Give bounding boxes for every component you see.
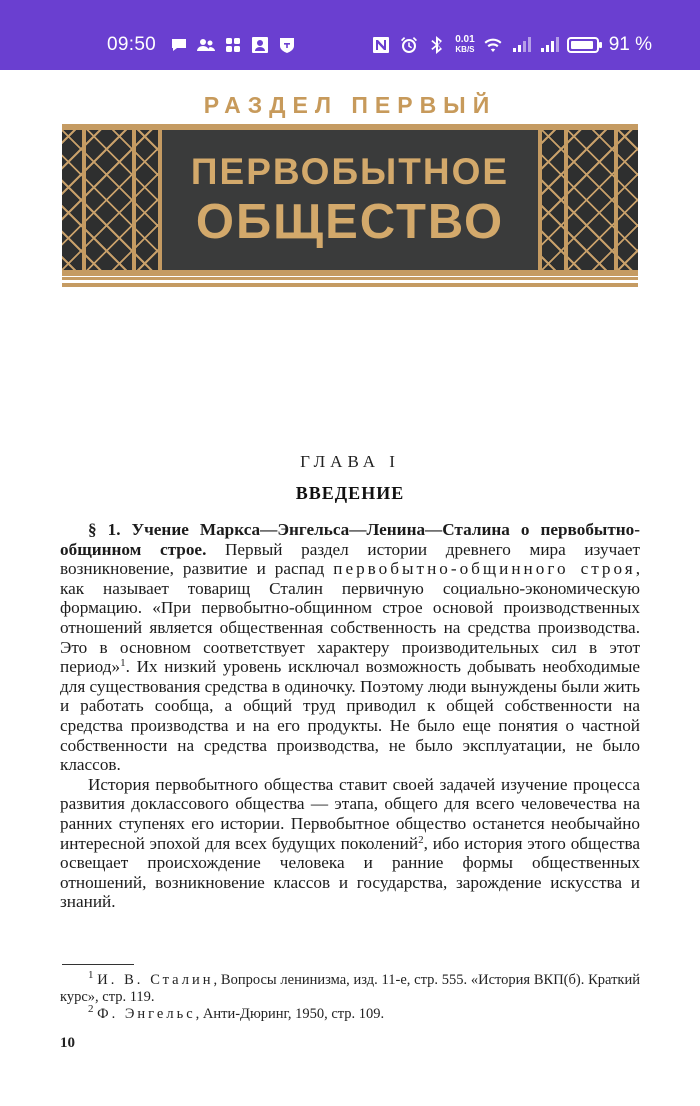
paragraph-2 <box>60 775 640 912</box>
banner-title-line2: ОБЩЕСТВО <box>195 195 505 249</box>
banner-ornament-right <box>538 130 638 270</box>
nfc-icon <box>371 35 391 55</box>
battery-level-fill <box>571 41 593 49</box>
chat-bubble-icon <box>169 35 189 55</box>
section-heading: § 1. Учение Маркса—Энгельса—Ленина—Сталина о первобытно-общинном строе. <box>60 520 640 559</box>
chapter-title: ВВЕДЕНИЕ <box>295 483 405 503</box>
status-time: 09:50 <box>107 34 157 55</box>
banner-ornament-left <box>62 130 162 270</box>
person-badge-icon <box>250 35 270 55</box>
banner-rule-bottom <box>62 283 638 287</box>
paragraph-1 <box>60 520 640 775</box>
wifi-icon <box>483 35 503 55</box>
status-bar <box>0 0 700 70</box>
paragraph-1-text-b: , как называет товарищ Сталин первичную социально-экономическую формацию. «При первобытно-общинном строе основой производственных отношений является общественная собственность на средства производства. Это в основном соответствует характеру производительных сил в этот период» <box>60 559 640 677</box>
footnote-ref-1[interactable]: 1 <box>120 657 126 670</box>
paragraph-2-text-b: , ибо история этого общества освещает происхождение человека и ранние формы общественных отношений, возникновение классов и государства, зарождение искусства и знаний. <box>60 833 640 912</box>
footnote-1-text: , Вопросы ленинизма, изд. 11-е, стр. 555. «История ВКП(б). Краткий курс», стр. 119. <box>60 972 640 1005</box>
footnote-2-text: , Анти-Дюринг, 1950, стр. 109. <box>195 1006 385 1022</box>
bluetooth-icon <box>427 35 447 55</box>
paragraph-1-text-a: Первый раздел истории древнего мира изучает возникновение, развитие и распад <box>60 539 640 579</box>
grid-icon <box>223 35 243 55</box>
paragraph-2-text-a: История первобытного общества ставит своей задачей изучение процесса развития доклассового общества — этапа, общего для всего человечества на ранних ступенях его истории. Первобытное общество останется необычайно интересной эпохой для всех будущих поколений <box>60 774 640 853</box>
footnote-1-mark: 1 <box>88 969 94 981</box>
spaced-term: первобытно-общинного строя <box>333 559 636 579</box>
people-icon <box>196 35 216 55</box>
alarm-icon <box>399 35 419 55</box>
footnote-2-author: Ф. Энгельс <box>97 1006 196 1022</box>
section-banner <box>62 124 638 276</box>
paragraph-1-text-c: . Их низкий уровень исключал возможность добывать необходимые для существования средства в одиночку. Поэтому люди вынуждены были жить и работать сообща, а общий труд приводил к общей собственности на средства производства и на его продукты. Не было еще понятия о частной собственности на средства производства, не было эксплуатации, не было классов. <box>60 657 640 775</box>
banner-title-line1: ПЕРВОБЫТНОЕ <box>190 151 510 192</box>
footnotes <box>60 969 640 1023</box>
page-number: 10 <box>60 1035 75 1051</box>
footnote-ref-2[interactable]: 2 <box>418 833 424 846</box>
banner-rule-top <box>62 277 638 280</box>
footnote-divider <box>62 964 134 965</box>
footnote-2 <box>60 1003 640 1023</box>
signal-icon-1 <box>511 35 531 55</box>
banner-title <box>162 130 538 270</box>
signal-icon-2 <box>539 35 559 55</box>
battery-icon <box>567 37 599 53</box>
shield-icon <box>277 35 297 55</box>
footnote-1 <box>60 969 640 1006</box>
chapter-label: ГЛАВА I <box>300 452 400 471</box>
section-kicker: РАЗДЕЛ ПЕРВЫЙ <box>203 92 497 118</box>
network-speed: 0.01 KB/S <box>455 34 475 54</box>
battery-percent: 91 % <box>608 34 652 55</box>
footnote-1-author: И. В. Сталин <box>97 972 214 988</box>
footnote-2-mark: 2 <box>88 1003 94 1015</box>
body-text <box>60 520 640 912</box>
